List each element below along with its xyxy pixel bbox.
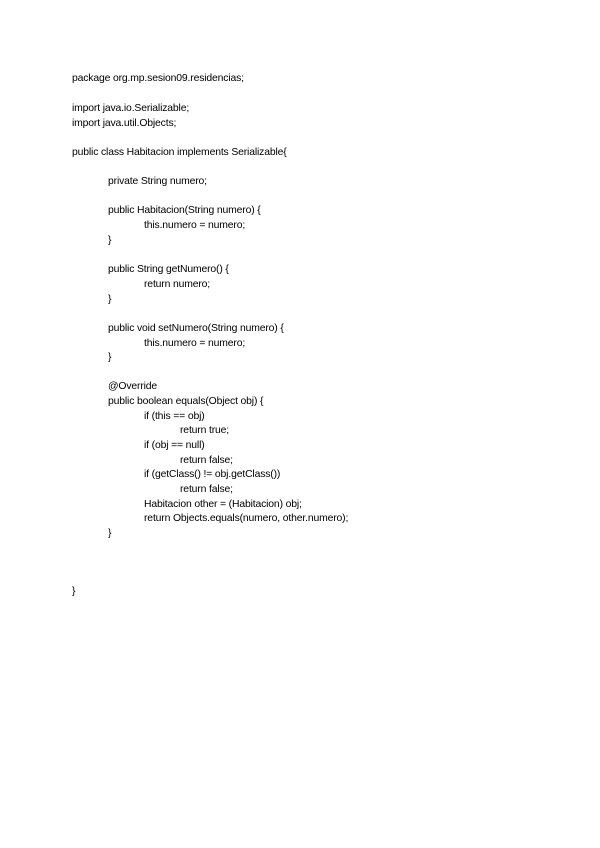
code-line-import-serializable: import java.io.Serializable;	[72, 103, 190, 114]
code-line-return-false-1: return false;	[180, 455, 233, 466]
code-line-if-this: if (this == obj)	[144, 411, 205, 422]
code-line-override-annotation: @Override	[108, 381, 158, 392]
code-line-setter-body: this.numero = numero;	[144, 338, 246, 349]
code-line-setter-close: }	[108, 352, 112, 363]
code-line-constructor-close: }	[108, 235, 112, 246]
code-line-getter-close: }	[108, 294, 112, 305]
code-line-equals-close: }	[108, 528, 112, 539]
code-line-constructor: public Habitacion(String numero) {	[108, 205, 261, 216]
code-line-cast: Habitacion other = (Habitacion) obj;	[144, 499, 302, 510]
code-line-if-null: if (obj == null)	[144, 440, 205, 451]
code-line-class-declaration: public class Habitacion implements Serializable{	[72, 147, 287, 158]
code-line-return-equals: return Objects.equals(numero, other.numero);	[144, 513, 349, 524]
code-line-return-false-2: return false;	[180, 484, 233, 495]
code-line-package: package org.mp.sesion09.residencias;	[72, 73, 244, 84]
code-line-constructor-body: this.numero = numero;	[144, 220, 246, 231]
code-line-import-objects: import java.util.Objects;	[72, 118, 177, 129]
code-line-class-close: }	[72, 586, 76, 597]
code-line-getter-body: return numero;	[144, 279, 211, 290]
code-line-if-getclass: if (getClass() != obj.getClass())	[144, 469, 281, 480]
code-line-return-true: return true;	[180, 425, 230, 436]
code-line-field: private String numero;	[108, 176, 207, 187]
code-line-equals: public boolean equals(Object obj) {	[108, 396, 264, 407]
code-line-setter: public void setNumero(String numero) {	[108, 323, 284, 334]
code-line-getter: public String getNumero() {	[108, 264, 229, 275]
